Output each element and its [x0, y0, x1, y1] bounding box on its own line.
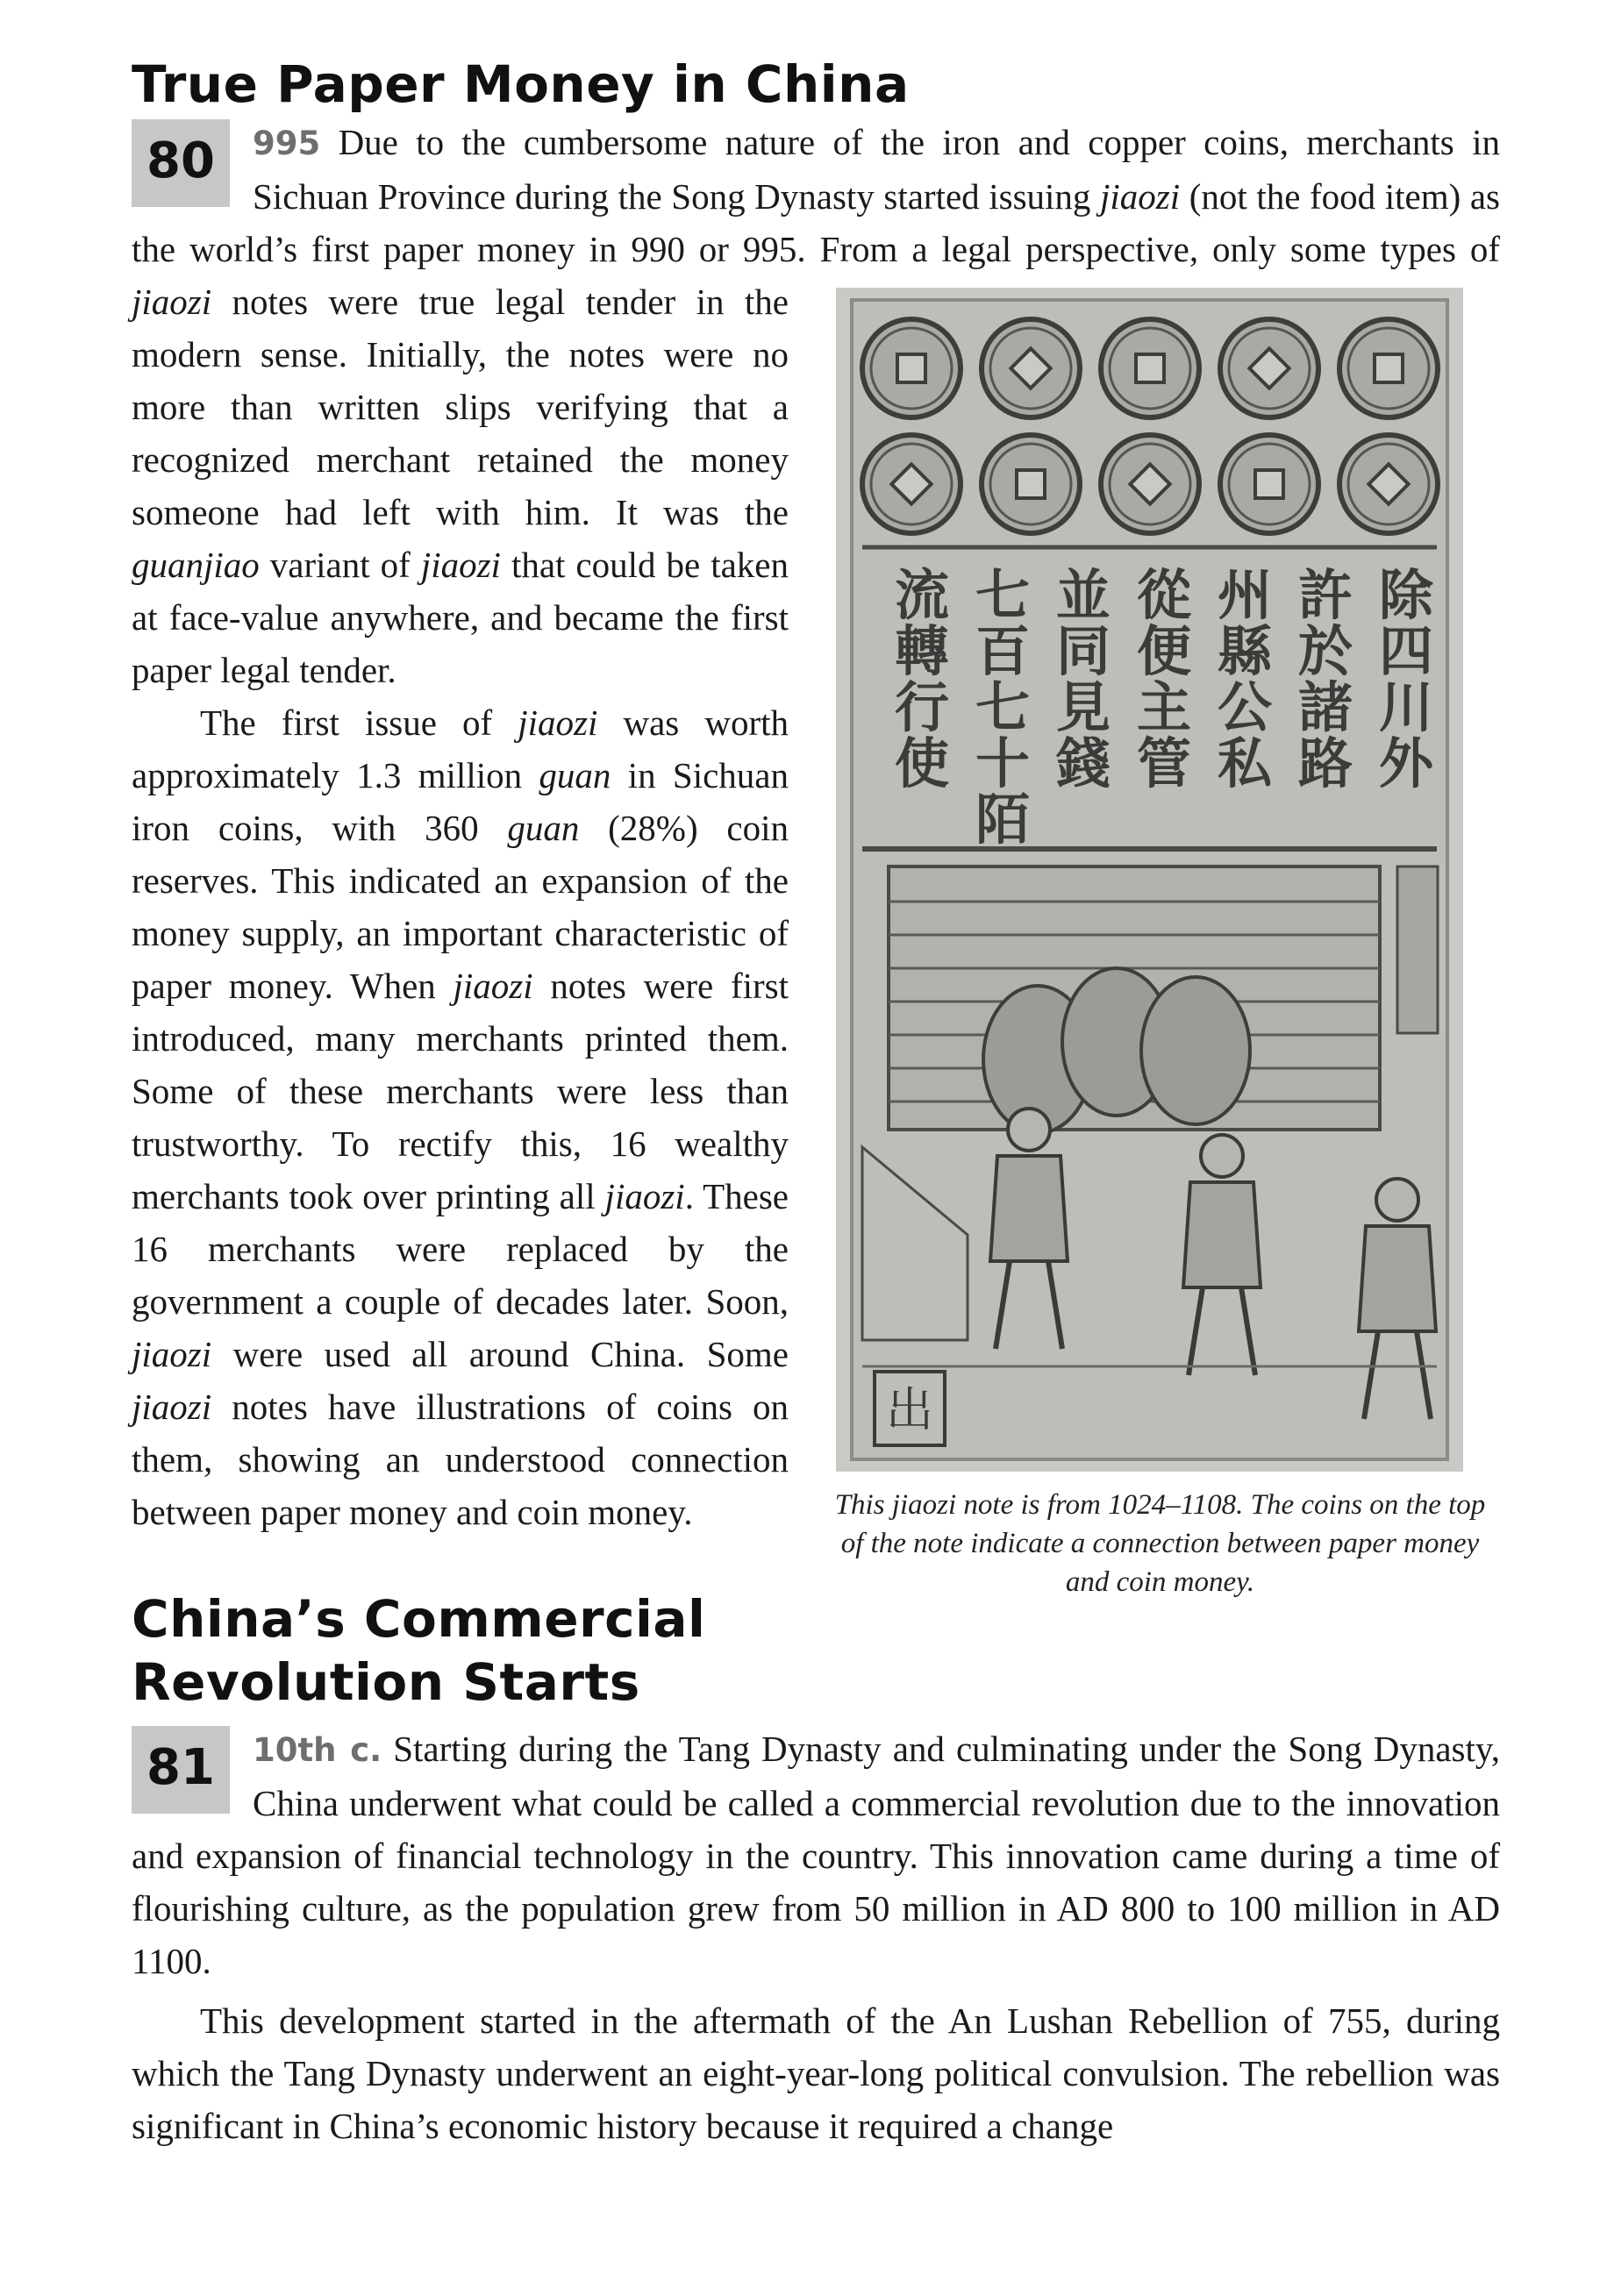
- inscription-char: 外: [1378, 731, 1434, 795]
- inscription-char: 七: [975, 675, 1031, 739]
- inscription-char: 許: [1297, 563, 1353, 627]
- coin-icon: [982, 319, 1080, 417]
- inscription-char: 行: [894, 675, 950, 739]
- text-run: The first issue of: [200, 702, 518, 743]
- text-run: Due to the cumbersome nature of the iron and copper coins, merchants in Sichuan Province during the Song Dynasty started issuing: [253, 122, 1500, 217]
- coin-icon: [1101, 319, 1199, 417]
- entry-80-year: 995: [253, 125, 321, 162]
- inscription-char: 管: [1136, 731, 1192, 795]
- italic-term: jiaozi: [132, 1387, 212, 1427]
- inscription-char: 見: [1055, 675, 1111, 739]
- entry-81: [132, 1722, 1500, 2152]
- italic-term: jiaozi: [604, 1176, 685, 1216]
- inscription-char: 諸: [1297, 675, 1353, 739]
- inscription-char: 使: [894, 731, 950, 795]
- figure-caption: This jiaozi note is from 1024–1108. The coins on the top of the note indicate a connection between paper money and coin money.: [834, 1489, 1486, 1598]
- text-run: were used all around China. Some: [211, 1334, 789, 1374]
- coin-icon: [862, 319, 961, 417]
- inscription-char: 同: [1055, 619, 1111, 683]
- inscription-char: 公: [1217, 675, 1273, 739]
- inscription-char: 十: [975, 731, 1031, 795]
- entry-number-81: 81: [132, 1726, 230, 1814]
- inscription-char: 川: [1378, 675, 1434, 739]
- inscription-char: 便: [1136, 619, 1192, 683]
- text-run: was worth approximately 1.3 million: [132, 702, 789, 795]
- inscription-char: 並: [1055, 563, 1111, 627]
- section-heading-80: True Paper Money in China: [132, 54, 910, 114]
- inscription-char: 路: [1297, 731, 1353, 795]
- text-run: (28%) coin reserves. This indicated an expansion of the money supply, an important characteristic of paper money. When: [132, 808, 789, 1006]
- italic-term: jiaozi: [132, 1334, 212, 1374]
- inscription-char: 於: [1297, 619, 1353, 683]
- page: [132, 53, 1500, 2152]
- entry-81-century: 10th c.: [253, 1731, 382, 1769]
- text-run: notes have illustrations of coins on them, showing an understood connection between paper money and coin money.: [132, 1387, 789, 1532]
- italic-term: guanjiao: [132, 545, 260, 585]
- stamp-char: 出: [886, 1382, 933, 1437]
- text-run: Starting during the Tang Dynasty and culminating under the Song Dynasty, China underwent what could be called a commercial revolution due to the innovation and expansion of financial technology in the country. This innovation came during a time of flourishing culture, as the population grew from 50 million in AD 800 to 100 million in AD 1100.: [132, 1729, 1500, 1981]
- inscription-char: 轉: [894, 619, 950, 683]
- inscription-char: 錢: [1055, 731, 1111, 795]
- text-run: that could be taken at face-value anywhere, and became the first paper legal tender.: [132, 545, 789, 690]
- coin-icon: [1220, 435, 1318, 533]
- inscription-char: 州: [1217, 563, 1273, 627]
- inscription-char: 陌: [975, 788, 1031, 852]
- text-run: notes were first introduced, many merchants printed them. Some of these merchants were less than trustworthy. To rectify this, 16 wealthy merchants took over printing all: [132, 966, 789, 1216]
- entry-80: [132, 116, 1500, 1598]
- text-run: in Sichuan iron coins, with 360: [132, 755, 789, 848]
- entry-number-80: 80: [132, 119, 230, 207]
- inscription-char: 除: [1378, 563, 1434, 627]
- coin-icon: [982, 435, 1080, 533]
- text-run: notes were true legal tender in the modern sense. Initially, the notes were no more than written slips verifying that a recognized merchant retained the money someone had left with him. It was the: [132, 282, 789, 532]
- inscription-char: 四: [1378, 619, 1434, 683]
- coin-icon: [1339, 435, 1438, 533]
- italic-term: guan: [539, 755, 611, 795]
- inscription-char: 百: [975, 619, 1031, 683]
- italic-term: jiaozi: [420, 545, 501, 585]
- jiaozi-note-image: [836, 288, 1463, 1472]
- text-run: variant of: [259, 545, 421, 585]
- inscription-char: 七: [975, 563, 1031, 627]
- inscription-char: 縣: [1217, 619, 1273, 683]
- inscription-char: 主: [1136, 675, 1192, 739]
- text-run: (not the food item) as the world’s first paper money in 990 or 995. From a legal perspective, only some types of: [132, 176, 1500, 269]
- jiaozi-note-figure: [820, 288, 1500, 1601]
- entry-81-paragraph-2: This development started in the aftermath of the An Lushan Rebellion of 755, during which the Tang Dynasty underwent an eight-year-long political convulsion. The rebellion was significant in China’s economic history because it required a change: [132, 2000, 1500, 2146]
- italic-term: jiaozi: [518, 702, 598, 743]
- section-81: [132, 1587, 1500, 2152]
- inscription-char: 私: [1217, 731, 1273, 795]
- coin-icon: [862, 435, 961, 533]
- inscription-char: 從: [1136, 563, 1192, 627]
- italic-term: jiaozi: [1100, 176, 1181, 217]
- italic-term: jiaozi: [453, 966, 533, 1006]
- section-heading-81: China’s Commercial Revolution Starts: [132, 1589, 706, 1712]
- italic-term: jiaozi: [132, 282, 212, 322]
- text-run: . These 16 merchants were replaced by the government a couple of decades later. Soon,: [132, 1176, 789, 1322]
- coin-icon: [1101, 435, 1199, 533]
- entry-81-paragraph-1: [132, 1722, 1500, 1987]
- inscription-char: 流: [894, 563, 950, 627]
- coin-icon: [1220, 319, 1318, 417]
- italic-term: guan: [507, 808, 580, 848]
- coin-icon: [1339, 319, 1438, 417]
